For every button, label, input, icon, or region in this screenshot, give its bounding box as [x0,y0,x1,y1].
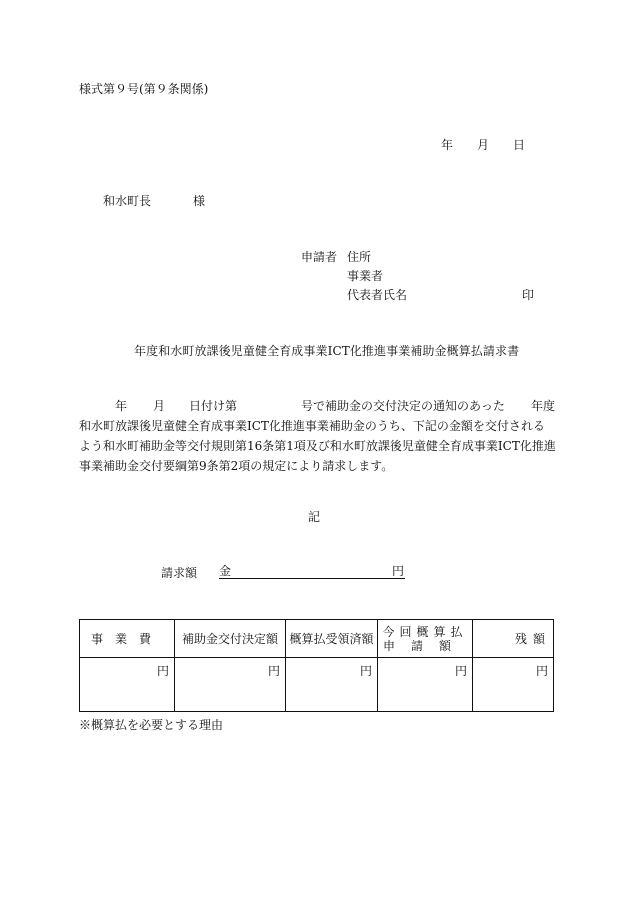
applicant-representative-label: 代表者氏名 [347,288,408,302]
reason-note: ※概算払を必要とする理由 [79,718,224,732]
date-day: 日 [513,138,526,152]
body-day-ref: 日付け第 [189,399,238,413]
body-year: 年 [115,399,128,413]
header-balance [473,620,554,658]
date-year: 年 [441,138,454,152]
request-body-text [79,396,559,476]
applicant-label: 申請者 [301,250,338,264]
body-month: 月 [153,399,166,413]
addressee-name: 和水町長 [103,194,152,208]
ki-heading: 記 [308,510,321,524]
body-line-2: 和水町放課後児童健全育成事業ICT化推進事業補助金のうち、下記の金額を交付される [79,419,545,433]
applicant-address-label: 住所 [347,250,372,264]
addressee-honorific: 様 [193,194,206,208]
table-header-row [80,620,554,658]
body-number-clause: 号で補助金の交付決定の通知のあった [301,399,505,413]
document-title: 年度和水町放課後児童健全育成事業ICT化推進事業補助金概算払請求書 [134,344,520,358]
cell-grant-decision[interactable]: 円 [175,658,286,712]
request-amount-label: 請求額 [161,566,198,580]
addressee [103,195,205,207]
cell-received[interactable]: 円 [286,658,378,712]
header-current-line1: 今回概算払 [382,624,468,639]
body-line-3: よう和水町補助金等交付規則第16条第1項及び和水町放課後児童健全育成事業ICT化推進 [79,439,556,453]
request-amount-unit: 円 [391,564,404,578]
header-balance-b: 額 [532,632,545,646]
applicant-business-label: 事業者 [347,269,384,283]
header-current-request [378,620,473,658]
request-amount-prefix: 金 [219,564,232,578]
cell-project-cost[interactable]: 円 [80,658,175,712]
form-number: 様式第９号(第９条関係) [79,82,209,96]
amounts-table [79,619,554,712]
header-received: 概算払受領済額 [286,620,378,658]
body-fiscal-year: 年度 [530,399,555,413]
body-line-4: 事業補助金交付要綱第9条第2項の規定により請求します。 [79,459,394,473]
header-project-cost: 事業費 [80,620,175,658]
date-line [441,139,525,151]
seal-mark: 印 [522,288,535,302]
header-current-line2: 申請額 [382,638,467,653]
request-amount-field [219,564,405,579]
table-row [80,658,554,712]
cell-current-request[interactable]: 円 [378,658,473,712]
date-month: 月 [477,138,490,152]
header-grant-decision: 補助金交付決定額 [175,620,286,658]
cell-balance[interactable]: 円 [473,658,554,712]
header-balance-a: 残 [514,632,527,646]
